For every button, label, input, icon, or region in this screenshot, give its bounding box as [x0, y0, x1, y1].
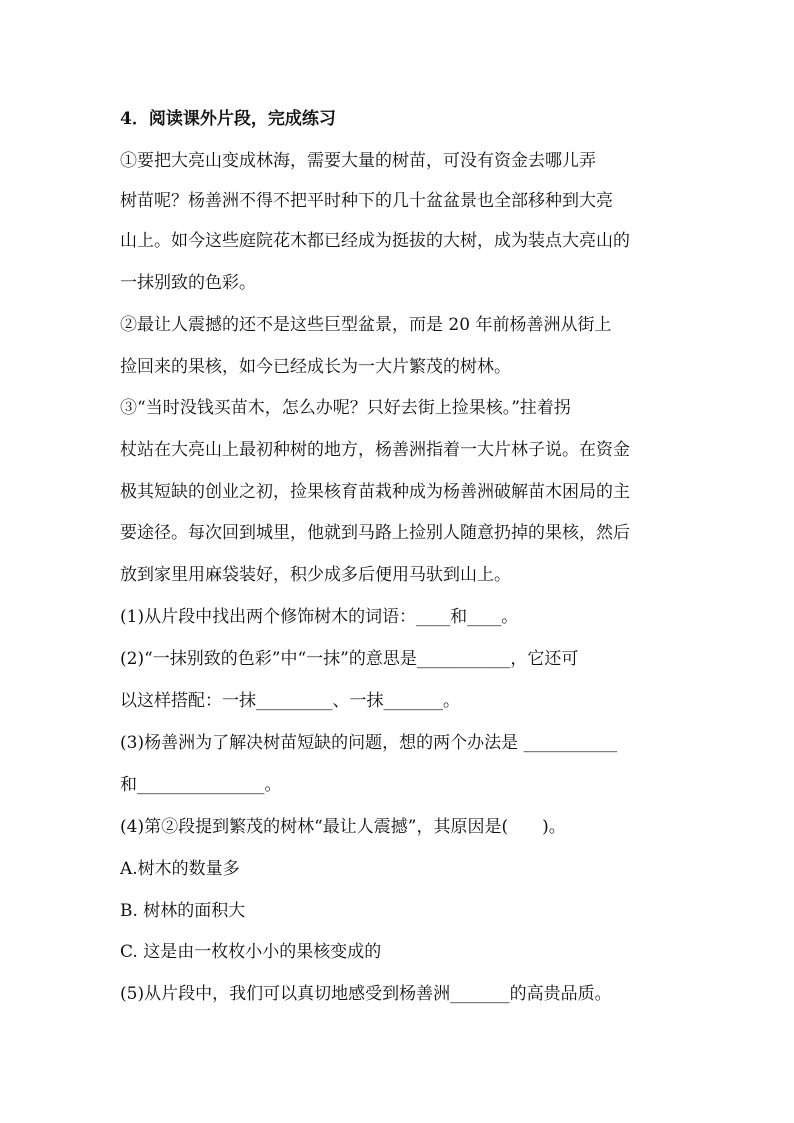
question-item-3-line2: 和_______________。 — [120, 775, 282, 795]
passage-para1-line3: 山上。如今这些庭院花木都已经成为挺拔的大树，成为装点大亮山的 — [120, 231, 630, 251]
passage-para3-line2: 杖站在大亮山上最初种树的地方，杨善洲指着一大片林子说。在资金 — [120, 440, 630, 460]
passage-para2-line1: ②最让人震撼的还不是这些巨型盆景，而是 20 年前杨善洲从街上 — [120, 315, 612, 335]
question-item-4-option-a: A.树木的数量多 — [120, 859, 240, 879]
question-item-4-option-c: C. 这是由一枚枚小小的果核变成的 — [120, 942, 382, 962]
question-item-2-line2: 以这样搭配：一抹_________、一抹_______。 — [120, 691, 460, 711]
question-item-5: (5)从片段中，我们可以真切地感受到杨善洲_______的高贵品质。 — [120, 984, 612, 1004]
passage-para1-line1: ①要把大亮山变成林海，需要大量的树苗，可没有资金去哪儿弄 — [120, 151, 596, 171]
passage-para1-line2: 树苗呢？杨善洲不得不把平时种下的几十盆盆景也全部移种到大亮 — [120, 191, 613, 211]
question-item-4: (4)第②段提到繁茂的树林“最让人震撼”，其原因是( )。 — [120, 817, 566, 837]
passage-para2-line2: 捡回来的果核，如今已经成长为一大片繁茂的树林。 — [120, 357, 511, 377]
question-title: 4．阅读课外片段，完成练习 — [120, 109, 336, 129]
passage-para1-line4: 一抹别致的色彩。 — [120, 273, 256, 293]
question-item-4-option-b: B. 树林的面积大 — [120, 901, 246, 921]
passage-para3-line4: 要途径。每次回到城里，他就到马路上捡别人随意扔掉的果核，然后 — [120, 523, 630, 543]
passage-para3-line3: 极其短缺的创业之初，捡果核育苗栽种成为杨善洲破解苗木困局的主 — [120, 482, 630, 502]
question-item-2-line1: (2)“一抹别致的色彩”中“一抹”的意思是___________，它还可 — [120, 649, 579, 669]
question-item-1: (1)从片段中找出两个修饰树木的词语：____和____。 — [120, 607, 519, 627]
question-item-3-line1: (3)杨善洲为了解决树苗短缺的问题，想的两个办法是 ___________ — [120, 733, 617, 753]
passage-para3-line5: 放到家里用麻袋装好，积少成多后便用马驮到山上。 — [120, 565, 511, 585]
passage-para3-line1: ③“当时没钱买苗木，怎么办呢？只好去街上捡果核。”拄着拐 — [120, 398, 571, 418]
